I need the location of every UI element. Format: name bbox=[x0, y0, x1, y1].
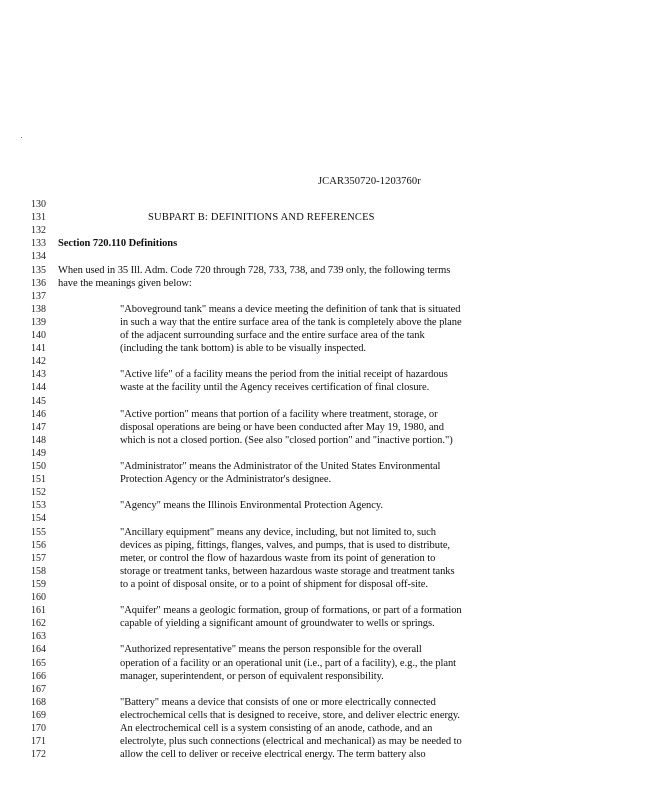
text-line: When used in 35 Ill. Adm. Code 720 through 728, 733, 738, and 739 only, the following terms bbox=[58, 264, 451, 276]
line-number: 135 bbox=[31, 264, 46, 276]
line-number: 155 bbox=[31, 526, 46, 538]
line-number: 171 bbox=[31, 736, 46, 748]
line-number: 138 bbox=[31, 303, 46, 315]
text-line: "Aboveground tank" means a device meeting the definition of tank that is situated bbox=[120, 303, 461, 315]
line-number: 141 bbox=[31, 343, 46, 355]
line-number: 136 bbox=[31, 277, 46, 289]
line-number: 143 bbox=[31, 369, 46, 381]
text-line: "Active portion" means that portion of a facility where treatment, storage, or bbox=[120, 408, 438, 420]
line-number: 134 bbox=[31, 251, 46, 263]
line-number: 159 bbox=[31, 578, 46, 590]
line-number: 150 bbox=[31, 461, 46, 472]
line-number: 130 bbox=[31, 199, 46, 210]
text-line: have the meanings given below: bbox=[58, 277, 192, 289]
document-id: JCAR350720-1203760r bbox=[318, 176, 421, 187]
text-line: "Administrator" means the Administrator of the United States Environmental bbox=[120, 461, 441, 472]
text-line: electrolyte, plus such connections (electrical and mechanical) as may be needed to bbox=[120, 736, 462, 748]
text-line: "Battery" means a device that consists of one or more electrically connected bbox=[120, 696, 436, 708]
text-line: Protection Agency or the Administrator's designee. bbox=[120, 474, 332, 486]
text-line: "Ancillary equipment" means any device, including, but not limited to, such bbox=[120, 526, 436, 538]
line-number: 168 bbox=[31, 696, 46, 708]
text-line: An electrochemical cell is a system consisting of an anode, cathode, and an bbox=[120, 723, 433, 734]
text-line: "Authorized representative" means the person responsible for the overall bbox=[120, 644, 422, 656]
text-line: disposal operations are being or have been conducted after May 19, 1980, and bbox=[120, 421, 444, 433]
text-line: of the adjacent surrounding surface and the entire surface area of the tank bbox=[120, 330, 425, 341]
line-number: 139 bbox=[31, 316, 46, 328]
line-number: 145 bbox=[31, 395, 46, 407]
line-number: 157 bbox=[31, 552, 46, 564]
line-number: 172 bbox=[31, 749, 46, 761]
line-number: 142 bbox=[31, 356, 46, 368]
text-line: storage or treatment tanks, between hazardous waste storage and treatment tanks bbox=[120, 565, 455, 577]
line-number: 154 bbox=[31, 513, 46, 525]
line-number: 164 bbox=[31, 644, 46, 656]
line-number: 156 bbox=[31, 539, 46, 551]
text-line: (including the tank bottom) is able to be visually inspected. bbox=[120, 343, 366, 355]
text-line: devices as piping, fittings, flanges, valves, and pumps, that is used to distribute, bbox=[120, 539, 451, 551]
line-number: 133 bbox=[31, 238, 46, 250]
line-number: 166 bbox=[31, 670, 46, 682]
text-line: "Aquifer" means a geologic formation, group of formations, or part of a formation bbox=[120, 605, 462, 617]
line-number: 137 bbox=[31, 290, 46, 302]
line-number: 165 bbox=[31, 657, 46, 669]
line-number: 144 bbox=[31, 382, 46, 394]
text-line: "Agency" means the Illinois Environmental Protection Agency. bbox=[120, 500, 383, 512]
scan-speck bbox=[21, 137, 22, 138]
line-number: 151 bbox=[31, 474, 46, 486]
line-number: 167 bbox=[31, 683, 46, 695]
text-line: allow the cell to deliver or receive electrical energy. The term battery also bbox=[120, 749, 426, 761]
subpart-heading: SUBPART B: DEFINITIONS AND REFERENCES bbox=[148, 212, 375, 224]
text-line: "Active life" of a facility means the period from the initial receipt of hazardous bbox=[120, 369, 448, 381]
text-line: which is not a closed portion. (See also "closed portion" and "inactive portion.") bbox=[120, 434, 453, 446]
line-number: 147 bbox=[31, 421, 46, 433]
line-number: 153 bbox=[31, 500, 46, 512]
text-line: meter, or control the flow of hazardous waste from its point of generation to bbox=[120, 552, 436, 564]
section-heading: Section 720.110 Definitions bbox=[58, 238, 178, 250]
line-number: 132 bbox=[31, 225, 46, 237]
line-number: 149 bbox=[31, 447, 46, 459]
line-number: 146 bbox=[31, 408, 46, 420]
line-number: 148 bbox=[31, 434, 46, 446]
text-line: manager, superintendent, or person of equivalent responsibility. bbox=[120, 670, 384, 682]
line-number: 140 bbox=[31, 330, 46, 341]
line-number: 169 bbox=[31, 709, 46, 721]
text-line: electrochemical cells that is designed to receive, store, and deliver electric energy. bbox=[120, 709, 461, 721]
text-line: waste at the facility until the Agency receives certification of final closure. bbox=[120, 382, 430, 394]
line-number: 162 bbox=[31, 618, 46, 630]
line-number: 160 bbox=[31, 592, 46, 603]
text-line: to a point of disposal onsite, or to a point of shipment for disposal off-site. bbox=[120, 578, 428, 590]
line-number: 131 bbox=[31, 212, 46, 224]
text-line: in such a way that the entire surface area of the tank is completely above the plane bbox=[120, 316, 462, 328]
line-number: 170 bbox=[31, 723, 46, 734]
line-number: 163 bbox=[31, 631, 46, 643]
line-number: 158 bbox=[31, 565, 46, 577]
line-number: 152 bbox=[31, 487, 46, 499]
line-number: 161 bbox=[31, 605, 46, 617]
text-line: operation of a facility or an operational unit (i.e., part of a facility), e.g., the plant bbox=[120, 657, 457, 669]
text-line: capable of yielding a significant amount of groundwater to wells or springs. bbox=[120, 618, 435, 630]
